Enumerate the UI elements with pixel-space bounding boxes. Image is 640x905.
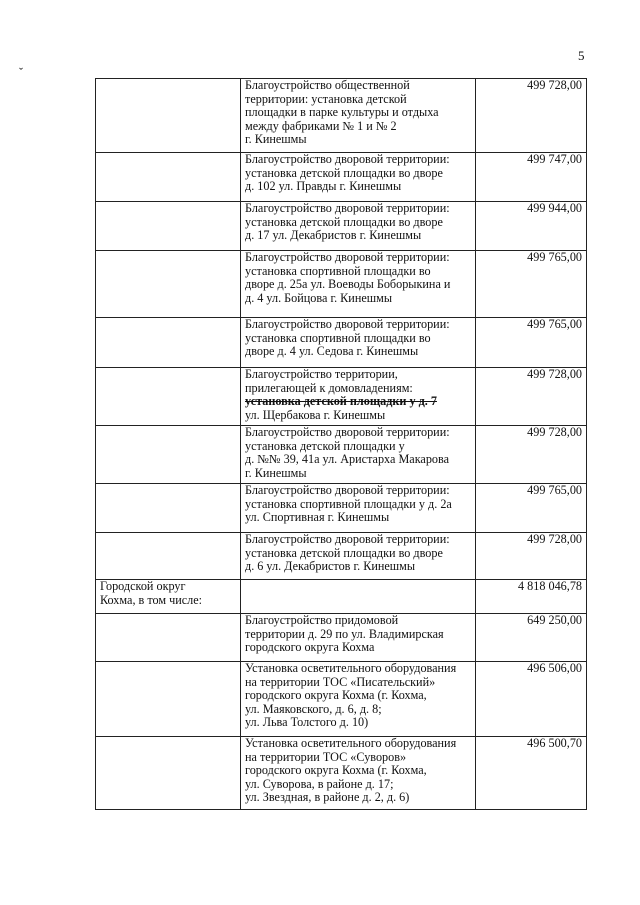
table-row xyxy=(96,202,587,251)
amount-cell: 499 728,00 xyxy=(476,533,587,580)
municipality-cell: Городской округ Кохма, в том числе: xyxy=(96,580,241,614)
project-description-cell: Благоустройство дворовой территории: установка детской площадки во дворе д. 102 ул. Правды г. Кинешмы xyxy=(241,153,476,202)
amount-cell: 496 506,00 xyxy=(476,662,587,737)
table-row xyxy=(96,662,587,737)
amount-cell: 499 944,00 xyxy=(476,202,587,251)
municipality-cell xyxy=(96,368,241,426)
table-row xyxy=(96,533,587,580)
project-description-cell: Благоустройство дворовой территории: установка детской площадки во дворе д. 6 ул. Декабристов г. Кинешмы xyxy=(241,533,476,580)
project-description-cell: Благоустройство территории, прилегающей к домовладениям: установка детской площадки у д. 7 ул. Щербакова г. Кинешмы xyxy=(241,368,476,426)
project-description-cell: Установка осветительного оборудования на территории ТОС «Суворов» городского округа Кохма (г. Кохма, ул. Суворова, в районе д. 17; ул. Звездная, в районе д. 2, д. 6) xyxy=(241,737,476,810)
table-row xyxy=(96,737,587,810)
municipality-cell xyxy=(96,614,241,662)
amount-cell: 499 728,00 xyxy=(476,368,587,426)
amount-cell: 499 765,00 xyxy=(476,251,587,318)
municipality-cell xyxy=(96,79,241,153)
municipality-cell xyxy=(96,737,241,810)
table-row xyxy=(96,614,587,662)
amount-cell: 499 765,00 xyxy=(476,318,587,368)
amount-cell: 4 818 046,78 xyxy=(476,580,587,614)
table-row xyxy=(96,318,587,368)
project-description-cell: Благоустройство дворовой территории: установка спортивной площадки во дворе д. 25а ул. Воеводы Боборыкина и д. 4 ул. Бойцова г. Кинешмы xyxy=(241,251,476,318)
municipality-cell xyxy=(96,426,241,484)
page-number: 5 xyxy=(578,48,585,63)
municipality-cell xyxy=(96,202,241,251)
funding-table xyxy=(95,78,587,810)
amount-cell: 499 747,00 xyxy=(476,153,587,202)
project-description-cell: Благоустройство дворовой территории: установка спортивной площадки во дворе д. 4 ул. Седова г. Кинешмы xyxy=(241,318,476,368)
struck-text: установка детской площадки у д. 7 xyxy=(245,394,437,409)
margin-mark: ˇ xyxy=(19,65,23,79)
amount-cell: 499 765,00 xyxy=(476,484,587,533)
table-row xyxy=(96,368,587,426)
municipality-cell xyxy=(96,153,241,202)
municipality-cell xyxy=(96,251,241,318)
project-description-cell: Благоустройство придомовой территории д. 29 по ул. Владимирская городского округа Кохма xyxy=(241,614,476,662)
project-description-cell: Благоустройство общественной территории: установка детской площадки в парке культуры и отдыха между фабриками № 1 и № 2 г. Кинешмы xyxy=(241,79,476,153)
project-description-cell: Благоустройство дворовой территории: установка детской площадки во дворе д. 17 ул. Декабристов г. Кинешмы xyxy=(241,202,476,251)
municipality-cell xyxy=(96,662,241,737)
table-row xyxy=(96,79,587,153)
table-row xyxy=(96,484,587,533)
amount-cell: 496 500,70 xyxy=(476,737,587,810)
amount-cell: 499 728,00 xyxy=(476,79,587,153)
municipality-cell xyxy=(96,318,241,368)
municipality-cell xyxy=(96,533,241,580)
amount-cell: 649 250,00 xyxy=(476,614,587,662)
table-row xyxy=(96,251,587,318)
project-description-cell: Благоустройство дворовой территории: установка детской площадки у д. №№ 39, 41а ул. Аристарха Макарова г. Кинешмы xyxy=(241,426,476,484)
table-row-total xyxy=(96,580,587,614)
project-description-cell xyxy=(241,580,476,614)
table-row xyxy=(96,426,587,484)
amount-cell: 499 728,00 xyxy=(476,426,587,484)
project-description-cell: Установка осветительного оборудования на территории ТОС «Писательский» городского округа Кохма (г. Кохма, ул. Маяковского, д. 6, д. 8; ул. Льва Толстого д. 10) xyxy=(241,662,476,737)
table-row xyxy=(96,153,587,202)
project-description-cell: Благоустройство дворовой территории: установка спортивной площадки у д. 2а ул. Спортивная г. Кинешмы xyxy=(241,484,476,533)
municipality-cell xyxy=(96,484,241,533)
